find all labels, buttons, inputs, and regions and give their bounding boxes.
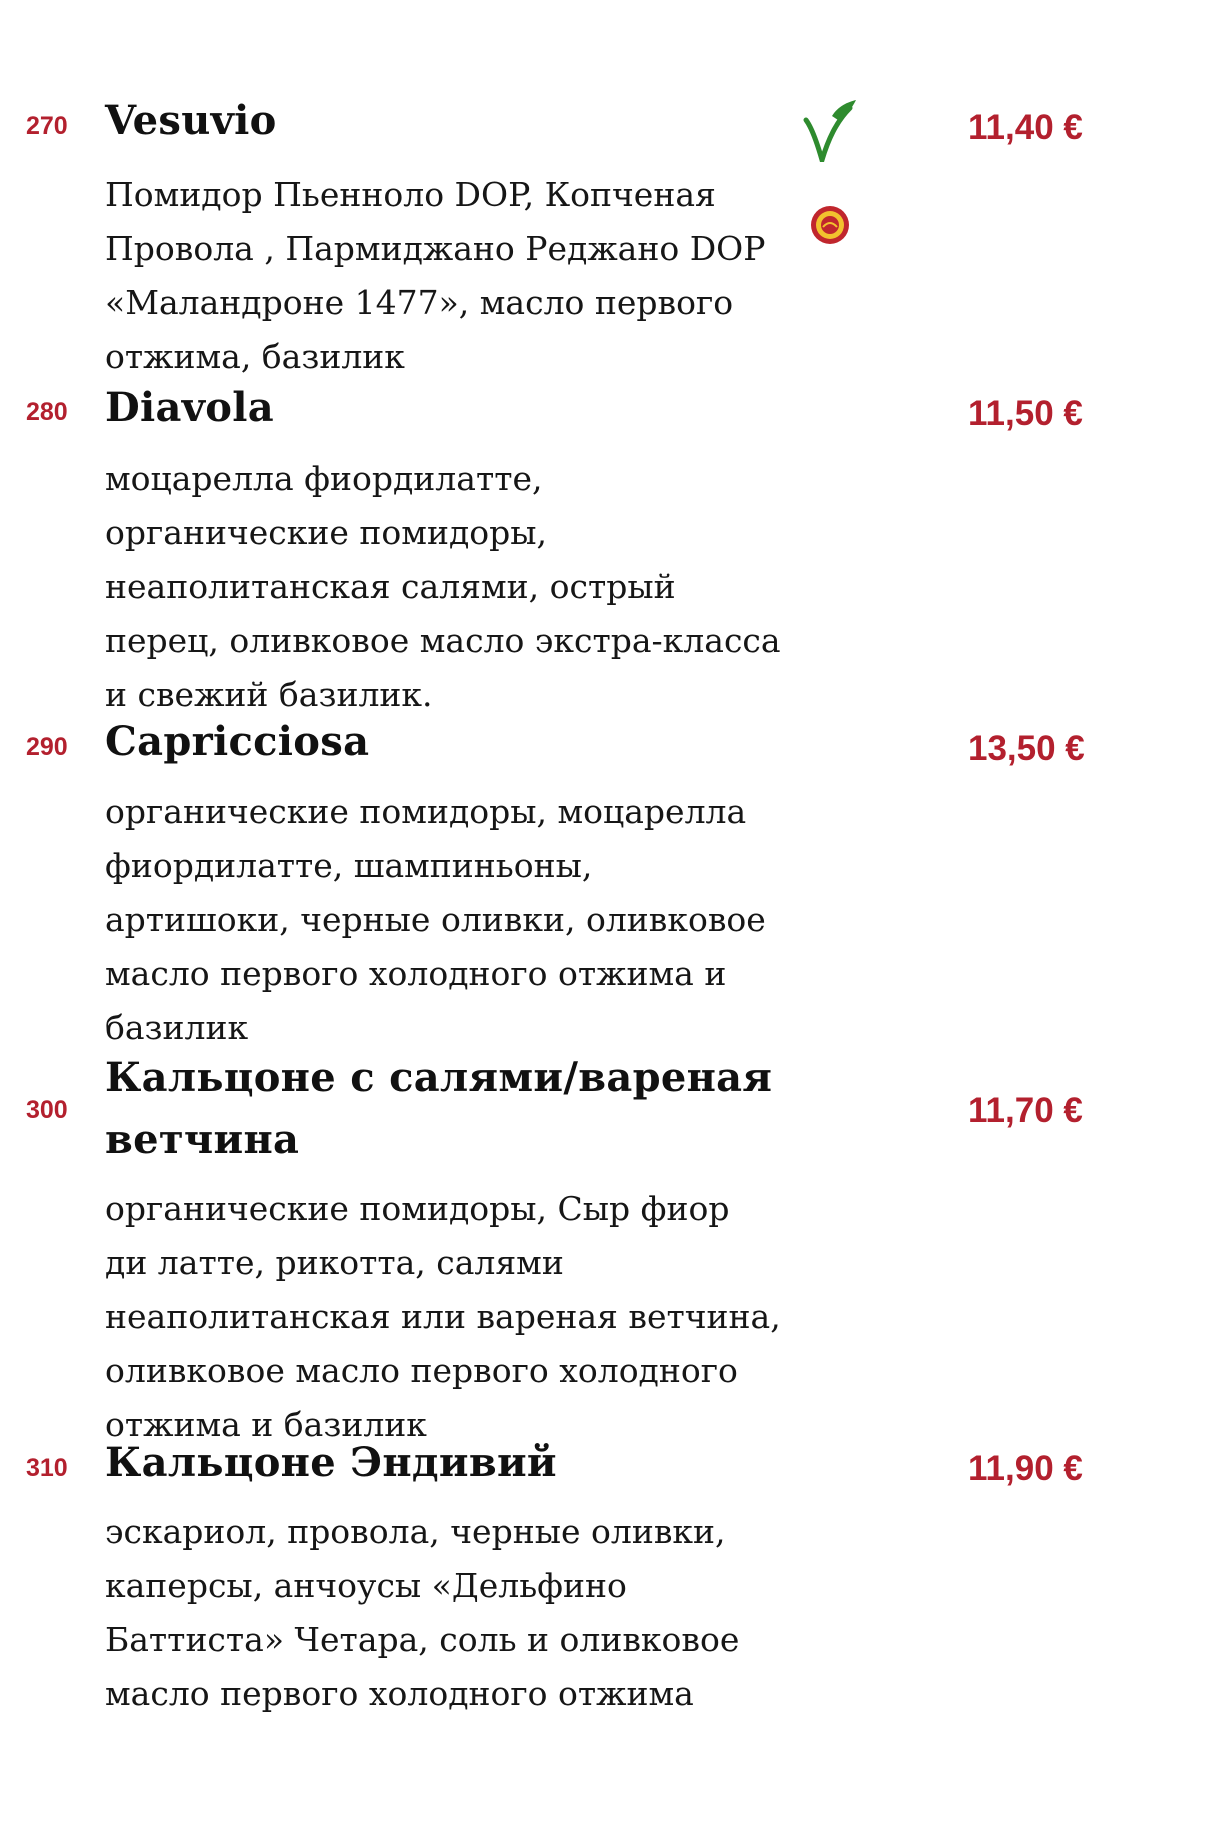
item-price: 11,70 € — [968, 1091, 1083, 1130]
description-line: Помидор Пьенноло DOP, Копченая — [105, 175, 716, 214]
description-line: Баттиста» Четара, соль и оливковое — [105, 1620, 740, 1659]
description-line: эскариол, провола, черные оливки, — [105, 1512, 726, 1551]
item-description — [105, 452, 795, 722]
item-number: 300 — [26, 1096, 68, 1124]
description-line: «Маландроне 1477», масло первого — [105, 283, 734, 322]
item-price: 11,50 € — [968, 394, 1083, 433]
description-line: оливковое масло первого холодного — [105, 1351, 738, 1390]
item-description — [105, 1182, 795, 1452]
description-line: и свежий базилик. — [105, 675, 433, 714]
item-price: 11,90 € — [968, 1449, 1083, 1488]
description-line: Провола , Пармиджано Реджано DOP — [105, 229, 766, 268]
description-line: органические помидоры, моцарелла — [105, 792, 747, 831]
item-name-line: Кальцоне с салями/вареная — [105, 1054, 773, 1101]
description-line: каперсы, анчоусы «Дельфино — [105, 1566, 627, 1605]
dop-seal-icon — [810, 205, 850, 245]
item-name-line: ветчина — [105, 1116, 300, 1163]
item-price: 11,40 € — [968, 108, 1083, 147]
item-description — [105, 785, 795, 1055]
description-line: артишоки, черные оливки, оливковое — [105, 900, 766, 939]
item-name: Capricciosa — [105, 718, 370, 765]
item-name: Diavola — [105, 384, 274, 431]
description-line: масло первого холодного отжима и — [105, 954, 727, 993]
description-line: базилик — [105, 1008, 249, 1047]
description-line: перец, оливковое масло экстра-класса — [105, 621, 781, 660]
item-number: 280 — [26, 398, 68, 426]
description-line: масло первого холодного отжима — [105, 1674, 694, 1713]
description-line: отжима, базилик — [105, 337, 405, 376]
item-name — [105, 1047, 785, 1171]
description-line: фиордилатте, шампиньоны, — [105, 846, 593, 885]
item-description — [105, 1505, 795, 1721]
item-number: 270 — [26, 112, 68, 140]
description-line: неаполитанская салями, острый — [105, 567, 676, 606]
item-name: Vesuvio — [105, 97, 277, 144]
description-line: неаполитанская или вареная ветчина, — [105, 1297, 781, 1336]
item-number: 310 — [26, 1454, 68, 1482]
description-line: моцарелла фиордилатте, — [105, 459, 543, 498]
description-line: отжима и базилик — [105, 1405, 427, 1444]
item-number: 290 — [26, 733, 68, 761]
vegetarian-check-icon — [802, 98, 858, 162]
description-line: органические помидоры, Сыр фиор — [105, 1189, 730, 1228]
item-price: 13,50 € — [968, 729, 1085, 768]
description-line: ди латте, рикотта, салями — [105, 1243, 564, 1282]
item-description — [105, 168, 795, 384]
item-name: Кальцоне Эндивий — [105, 1439, 557, 1486]
description-line: органические помидоры, — [105, 513, 548, 552]
